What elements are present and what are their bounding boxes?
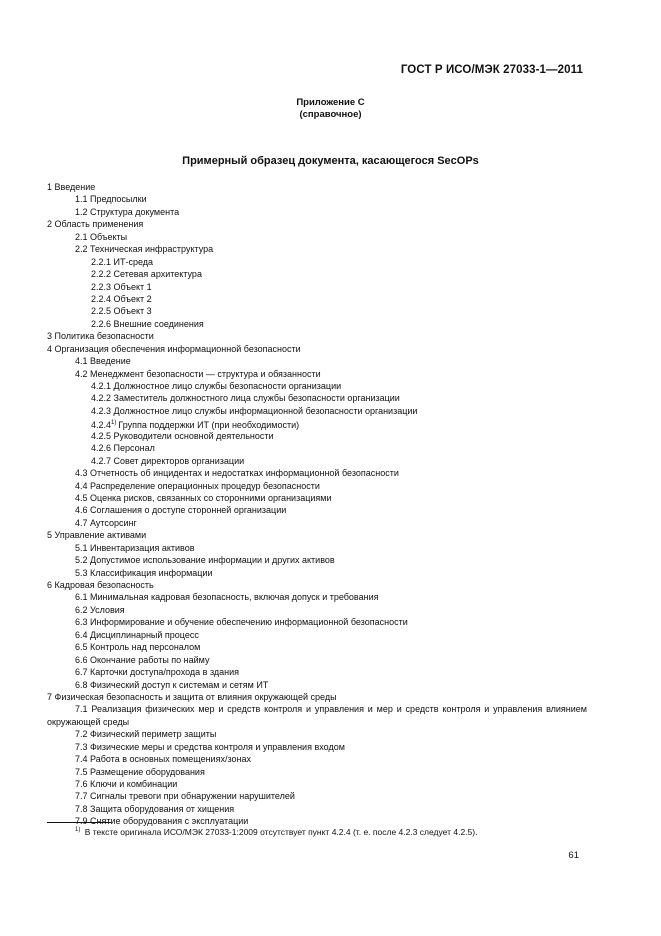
toc-subsubsection: 2.2.5 Объект 3 bbox=[91, 306, 152, 317]
toc-section: 7 Физическая безопасность и защита от влияния окружающей среды bbox=[47, 691, 337, 702]
toc-subsection: 7.2 Физический периметр защиты bbox=[75, 729, 217, 740]
toc-subsection: 6.7 Карточки доступа/прохода в здания bbox=[75, 667, 239, 678]
footnote-divider bbox=[47, 822, 111, 823]
toc-subsection: 1.1 Предпосылки bbox=[75, 194, 147, 205]
toc-subsubsection: 4.2.6 Персонал bbox=[91, 443, 155, 454]
toc-subsubsection-with-footnote bbox=[47, 417, 587, 429]
toc-subsection: 7.6 Ключи и комбинации bbox=[75, 779, 178, 790]
standard-header: ГОСТ Р ИСО/МЭК 27033-1—2011 bbox=[400, 64, 583, 76]
toc-subsection: 7.9 Снятие оборудования с эксплуатации bbox=[75, 816, 249, 827]
toc-subsection: 4.3 Отчетность об инцидентах и недостатках информационной безопасности bbox=[75, 468, 399, 479]
toc-label: Группа поддержки ИТ (при необходимости) bbox=[118, 420, 300, 431]
toc-subsubsection: 4.2.1 Должностное лицо службы безопасности организации bbox=[91, 381, 342, 391]
toc-subsection: 4.5 Оценка рисков, связанных со сторонними организациями bbox=[75, 492, 332, 503]
toc-subsubsection: 4.2.5 Руководители основной деятельности bbox=[91, 430, 274, 441]
toc-subsection: 6.8 Физический доступ к системам и сетям ИТ bbox=[75, 679, 269, 690]
toc-subsection: 7.7 Сигналы тревоги при обнаружении нарушителей bbox=[75, 791, 295, 802]
toc-section: 4 Организация обеспечения информационной безопасности bbox=[47, 343, 301, 354]
toc-subsection: 7.5 Размещение оборудования bbox=[75, 766, 205, 777]
toc-section: 1 Введение bbox=[47, 182, 96, 192]
footnote-number: 1) bbox=[75, 827, 81, 833]
toc-subsubsection: 4.2.7 Совет директоров организации bbox=[91, 455, 245, 466]
footnote bbox=[75, 827, 477, 837]
toc-subsection: 2.2 Техническая инфраструктура bbox=[75, 244, 214, 255]
appendix-heading bbox=[0, 97, 661, 121]
toc-section: 3 Политика безопасности bbox=[47, 331, 154, 342]
toc-subsection: 6.6 Окончание работы по найму bbox=[75, 654, 210, 665]
appendix-subtitle: (справочное) bbox=[299, 109, 362, 120]
toc-subsection: 4.1 Введение bbox=[75, 356, 131, 367]
toc-subsection: 6.1 Минимальная кадровая безопасность, включая допуск и требования bbox=[75, 592, 379, 603]
toc-subsection: 4.2 Менеджмент безопасности — структура и обязанности bbox=[75, 368, 321, 379]
toc-section: 2 Область применения bbox=[47, 219, 144, 230]
toc-subsubsection: 2.2.3 Объект 1 bbox=[91, 281, 152, 292]
toc-subsection: 6.5 Контроль над персоналом bbox=[75, 642, 201, 653]
toc-subsection: 5.3 Классификация информации bbox=[75, 567, 213, 578]
toc-subsection: 5.1 Инвентаризация активов bbox=[75, 542, 195, 553]
toc-subsubsection: 2.2.1 ИТ-среда bbox=[91, 256, 154, 267]
toc-subsection-wrapped: 7.1 Реализация физических мер и средств контроля и управления и мер и средств контроля и управления влиянием окружающей среды bbox=[47, 704, 587, 727]
toc-subsection: 7.8 Защита оборудования от хищения bbox=[75, 803, 235, 814]
toc-subsubsection: 2.2.6 Внешние соединения bbox=[91, 318, 204, 329]
toc-subsection: 7.3 Физические меры и средства контроля и управления входом bbox=[75, 741, 345, 752]
page-number: 61 bbox=[568, 850, 579, 861]
toc-subsection: 2.1 Объекты bbox=[75, 231, 128, 242]
toc-section: 6 Кадровая безопасность bbox=[47, 580, 154, 590]
toc-subsection: 1.2 Структура документа bbox=[75, 206, 180, 217]
toc-subsection: 6.2 Условия bbox=[75, 604, 125, 615]
toc-subsubsection: 4.2.3 Должностное лицо службы информационной безопасности организации bbox=[91, 405, 418, 416]
toc-subsubsection: 2.2.4 Объект 2 bbox=[91, 293, 152, 304]
toc-subsection: 6.3 Информирование и обучение обеспечению информационной безопасности bbox=[75, 617, 408, 628]
toc-section: 5 Управление активами bbox=[47, 530, 147, 541]
document-title: Примерный образец документа, касающегося SecOPs bbox=[182, 155, 479, 167]
appendix-title: Приложение С bbox=[296, 97, 365, 108]
footnote-marker: 1) bbox=[111, 420, 117, 427]
toc-subsubsection: 4.2.2 Заместитель должностного лица службы безопасности организации bbox=[91, 393, 400, 404]
toc-subsection: 4.4 Распределение операционных процедур безопасности bbox=[75, 480, 320, 491]
toc-subsubsection: 2.2.2 Сетевая архитектура bbox=[91, 269, 202, 280]
toc-number: 4.2.4 bbox=[91, 420, 112, 431]
toc-subsection: 6.4 Дисциплинарный процесс bbox=[75, 629, 199, 640]
toc-subsection: 4.6 Соглашения о доступе сторонней организации bbox=[75, 505, 287, 516]
toc-subsection: 7.4 Работа в основных помещениях/зонах bbox=[75, 754, 251, 765]
toc-subsection: 4.7 Аутсорсинг bbox=[75, 517, 137, 528]
footnote-text: В тексте оригинала ИСО/МЭК 27033-1:2009 отсутствует пункт 4.2.4 (т. е. после 4.2.3 следует 4.2.5). bbox=[84, 827, 478, 837]
table-of-contents bbox=[47, 181, 587, 828]
toc-subsection: 5.2 Допустимое использование информации и других активов bbox=[75, 555, 335, 566]
